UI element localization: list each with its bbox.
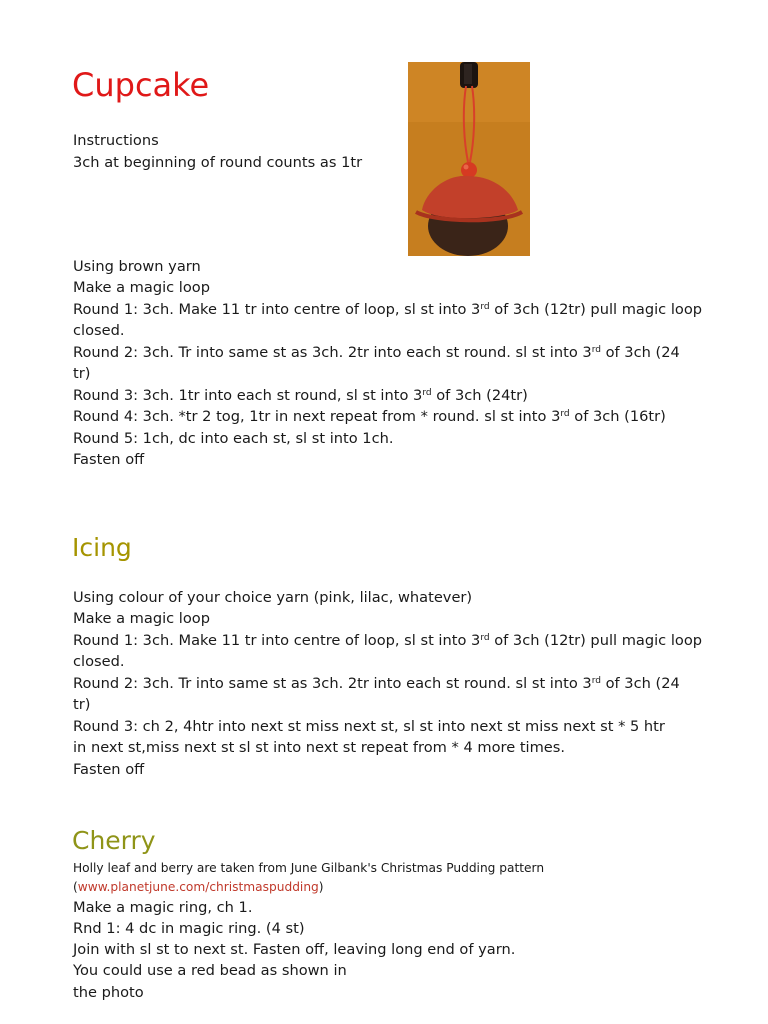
cherry-line-1: Make a magic ring, ch 1. bbox=[73, 899, 253, 916]
instructions-note: 3ch at beginning of round counts as 1tr bbox=[73, 154, 363, 171]
cupcake-photo bbox=[408, 62, 530, 256]
icing-round-1: Round 1: 3ch. Make 11 tr into centre of loop, sl st into 3rd of 3ch (12tr) pull magic loop bbox=[73, 632, 703, 649]
cupcake-title: Cupcake bbox=[72, 66, 210, 104]
icing-round-2: Round 2: 3ch. Tr into same st as 3ch. 2tr into each st round. sl st into 3rd of 3ch (24 bbox=[73, 675, 680, 692]
cherry-line-2: Rnd 1: 4 dc in magic ring. (4 st) bbox=[73, 920, 305, 937]
icing-title: Icing bbox=[72, 533, 132, 562]
cupcake-line-1: Using brown yarn bbox=[73, 258, 201, 275]
cupcake-round-4: Round 4: 3ch. *tr 2 tog, 1tr in next repeat from * round. sl st into 3rd of 3ch (16tr) bbox=[73, 408, 666, 425]
instructions-heading: Instructions bbox=[73, 132, 159, 149]
icing-line-1: Using colour of your choice yarn (pink, lilac, whatever) bbox=[73, 589, 473, 606]
cherry-credit-link-line: (www.planetjune.com/christmaspudding) bbox=[73, 880, 324, 894]
icing-fasten-off: Fasten off bbox=[73, 761, 145, 778]
cupcake-fasten-off: Fasten off bbox=[73, 451, 145, 468]
cherry-line-5: the photo bbox=[73, 984, 144, 1001]
cupcake-line-6: tr) bbox=[73, 365, 91, 382]
cherry-title: Cherry bbox=[72, 826, 156, 855]
cupcake-line-2: Make a magic loop bbox=[73, 279, 210, 296]
icing-line-8: in next st,miss next st sl st into next st repeat from * 4 more times. bbox=[73, 739, 566, 756]
cupcake-round-2: Round 2: 3ch. Tr into same st as 3ch. 2tr into each st round. sl st into 3rd of 3ch (24 bbox=[73, 344, 680, 361]
cherry-credit: Holly leaf and berry are taken from June Gilbank's Christmas Pudding pattern bbox=[73, 861, 545, 875]
icing-round-3: Round 3: ch 2, 4htr into next st miss next st, sl st into next st miss next st * 5 htr bbox=[73, 718, 665, 735]
icing-line-4: closed. bbox=[73, 653, 125, 670]
icing-line-2: Make a magic loop bbox=[73, 610, 210, 627]
cupcake-round-1: Round 1: 3ch. Make 11 tr into centre of loop, sl st into 3rd of 3ch (12tr) pull magic loop bbox=[73, 301, 703, 318]
cupcake-ornament-image bbox=[408, 62, 530, 256]
cherry-line-3: Join with sl st to next st. Fasten off, leaving long end of yarn. bbox=[73, 941, 516, 958]
cupcake-round-3: Round 3: 3ch. 1tr into each st round, sl st into 3rd of 3ch (24tr) bbox=[73, 387, 528, 404]
planetjune-link[interactable]: www.planetjune.com/christmaspudding bbox=[77, 880, 319, 894]
cherry-line-4: You could use a red bead as shown in bbox=[73, 962, 347, 979]
cupcake-round-5: Round 5: 1ch, dc into each st, sl st into 1ch. bbox=[73, 430, 394, 447]
icing-line-6: tr) bbox=[73, 696, 91, 713]
cupcake-line-4: closed. bbox=[73, 322, 125, 339]
